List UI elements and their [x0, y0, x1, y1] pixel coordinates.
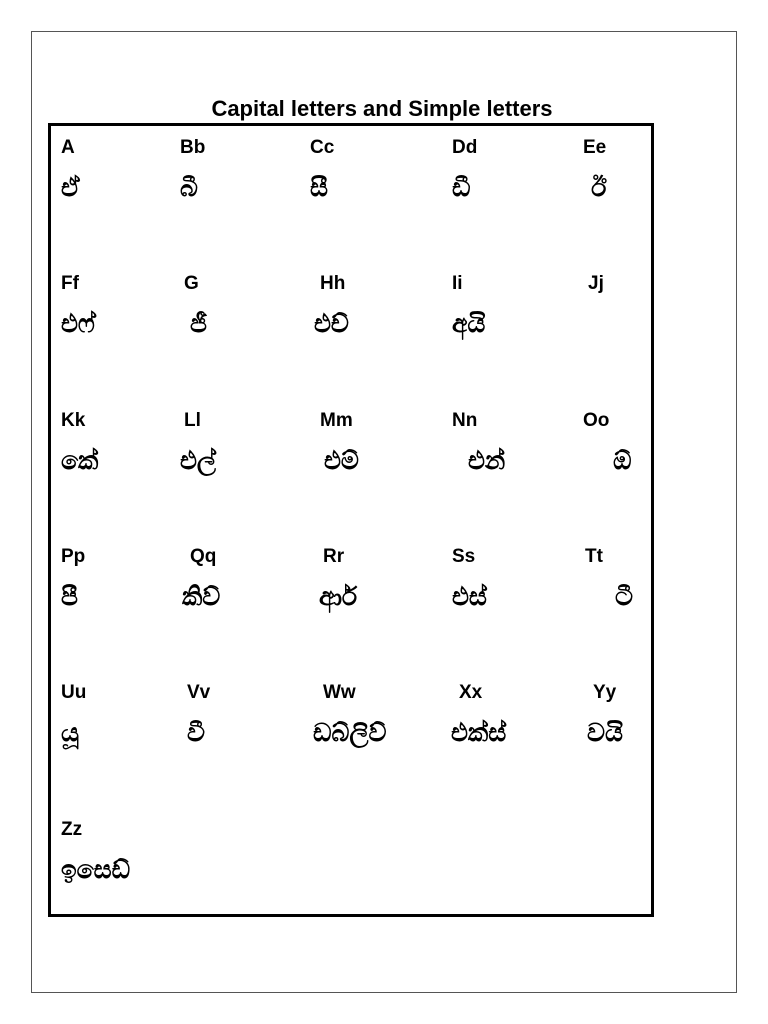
sinhala-pronunciation: යූ — [61, 718, 79, 747]
sinhala-pronunciation: කිව් — [182, 582, 221, 611]
letter-cell — [588, 272, 708, 308]
sinhala-pronunciation: එන් — [468, 446, 506, 475]
sinhala-pronunciation: එෆ් — [61, 309, 95, 338]
sinhala-pronunciation: කේ — [61, 446, 99, 475]
letter-cell — [61, 545, 181, 613]
page-title: Capital letters and Simple letters — [211, 96, 553, 121]
latin-letter: Ss — [452, 546, 476, 567]
latin-letter: Yy — [593, 682, 617, 703]
letter-cell — [180, 136, 300, 204]
letter-cell — [61, 681, 181, 749]
letter-cell — [61, 409, 181, 477]
latin-letter: Rr — [323, 546, 345, 567]
latin-letter: Ww — [323, 682, 356, 703]
letter-cell — [585, 545, 705, 613]
latin-letter: Ee — [583, 137, 607, 158]
letter-cell — [451, 681, 579, 749]
sinhala-pronunciation: සී — [310, 173, 328, 202]
latin-letter: Dd — [452, 137, 478, 158]
letter-cell — [313, 681, 443, 749]
letters-table — [48, 123, 654, 917]
latin-letter: G — [184, 273, 199, 294]
latin-letter: Kk — [61, 410, 86, 431]
sinhala-pronunciation: පී — [61, 582, 78, 611]
letter-cell — [61, 136, 181, 204]
letter-cell — [184, 272, 304, 340]
sinhala-pronunciation: බී — [180, 173, 198, 202]
sinhala-pronunciation: වී — [187, 718, 205, 747]
letter-cell — [187, 681, 307, 749]
latin-letter: Ff — [61, 273, 79, 294]
latin-letter: Jj — [588, 273, 604, 294]
latin-letter: Tt — [585, 546, 603, 567]
sinhala-pronunciation: ආර් — [319, 582, 358, 611]
latin-letter: Hh — [320, 273, 346, 294]
latin-letter: Pp — [61, 546, 86, 567]
sinhala-pronunciation: එච් — [314, 309, 349, 338]
latin-letter: Zz — [61, 819, 83, 840]
latin-letter: Nn — [452, 410, 478, 431]
letter-cell — [310, 136, 430, 204]
letter-cell — [583, 409, 703, 477]
letter-cell — [452, 545, 572, 613]
sinhala-pronunciation: ඕ — [613, 446, 632, 475]
sinhala-pronunciation: ටී — [615, 582, 633, 611]
letter-cell — [583, 136, 703, 204]
latin-letter: Ll — [184, 410, 201, 431]
sinhala-pronunciation: ඊ — [591, 173, 607, 202]
sinhala-pronunciation: වයි — [587, 718, 623, 747]
sinhala-pronunciation: ඒ — [61, 173, 80, 202]
letter-cell — [452, 272, 572, 340]
latin-letter: Qq — [190, 546, 217, 567]
letter-cell — [182, 545, 310, 613]
letter-cell — [452, 409, 572, 477]
latin-letter: Uu — [61, 682, 87, 703]
sinhala-pronunciation: එල් — [180, 446, 217, 475]
letter-cell — [587, 681, 713, 749]
letter-cell — [61, 272, 181, 340]
sinhala-pronunciation: ඩී — [452, 173, 471, 202]
sinhala-pronunciation: එක්ස් — [451, 718, 507, 747]
letter-cell — [319, 545, 443, 613]
sinhala-pronunciation: ඩබ්ලිව් — [313, 718, 387, 747]
letter-cell — [314, 272, 440, 340]
latin-letter: Mm — [320, 410, 353, 431]
sinhala-pronunciation: ඉසෙඩ් — [61, 855, 131, 884]
latin-letter: A — [61, 137, 75, 158]
sinhala-pronunciation: ජී — [190, 309, 207, 338]
latin-letter: Vv — [187, 682, 211, 703]
latin-letter: Ii — [452, 273, 463, 294]
latin-letter: Cc — [310, 137, 335, 158]
latin-letter: Oo — [583, 410, 610, 431]
latin-letter: Xx — [459, 682, 483, 703]
latin-letter: Bb — [180, 137, 206, 158]
letter-cell — [452, 136, 572, 204]
letter-cell — [61, 818, 181, 886]
sinhala-pronunciation: එස් — [452, 582, 487, 611]
letter-cell — [180, 409, 304, 477]
sinhala-pronunciation: අයි — [452, 309, 486, 338]
letter-cell — [320, 409, 440, 477]
sinhala-pronunciation: එම් — [324, 446, 359, 475]
